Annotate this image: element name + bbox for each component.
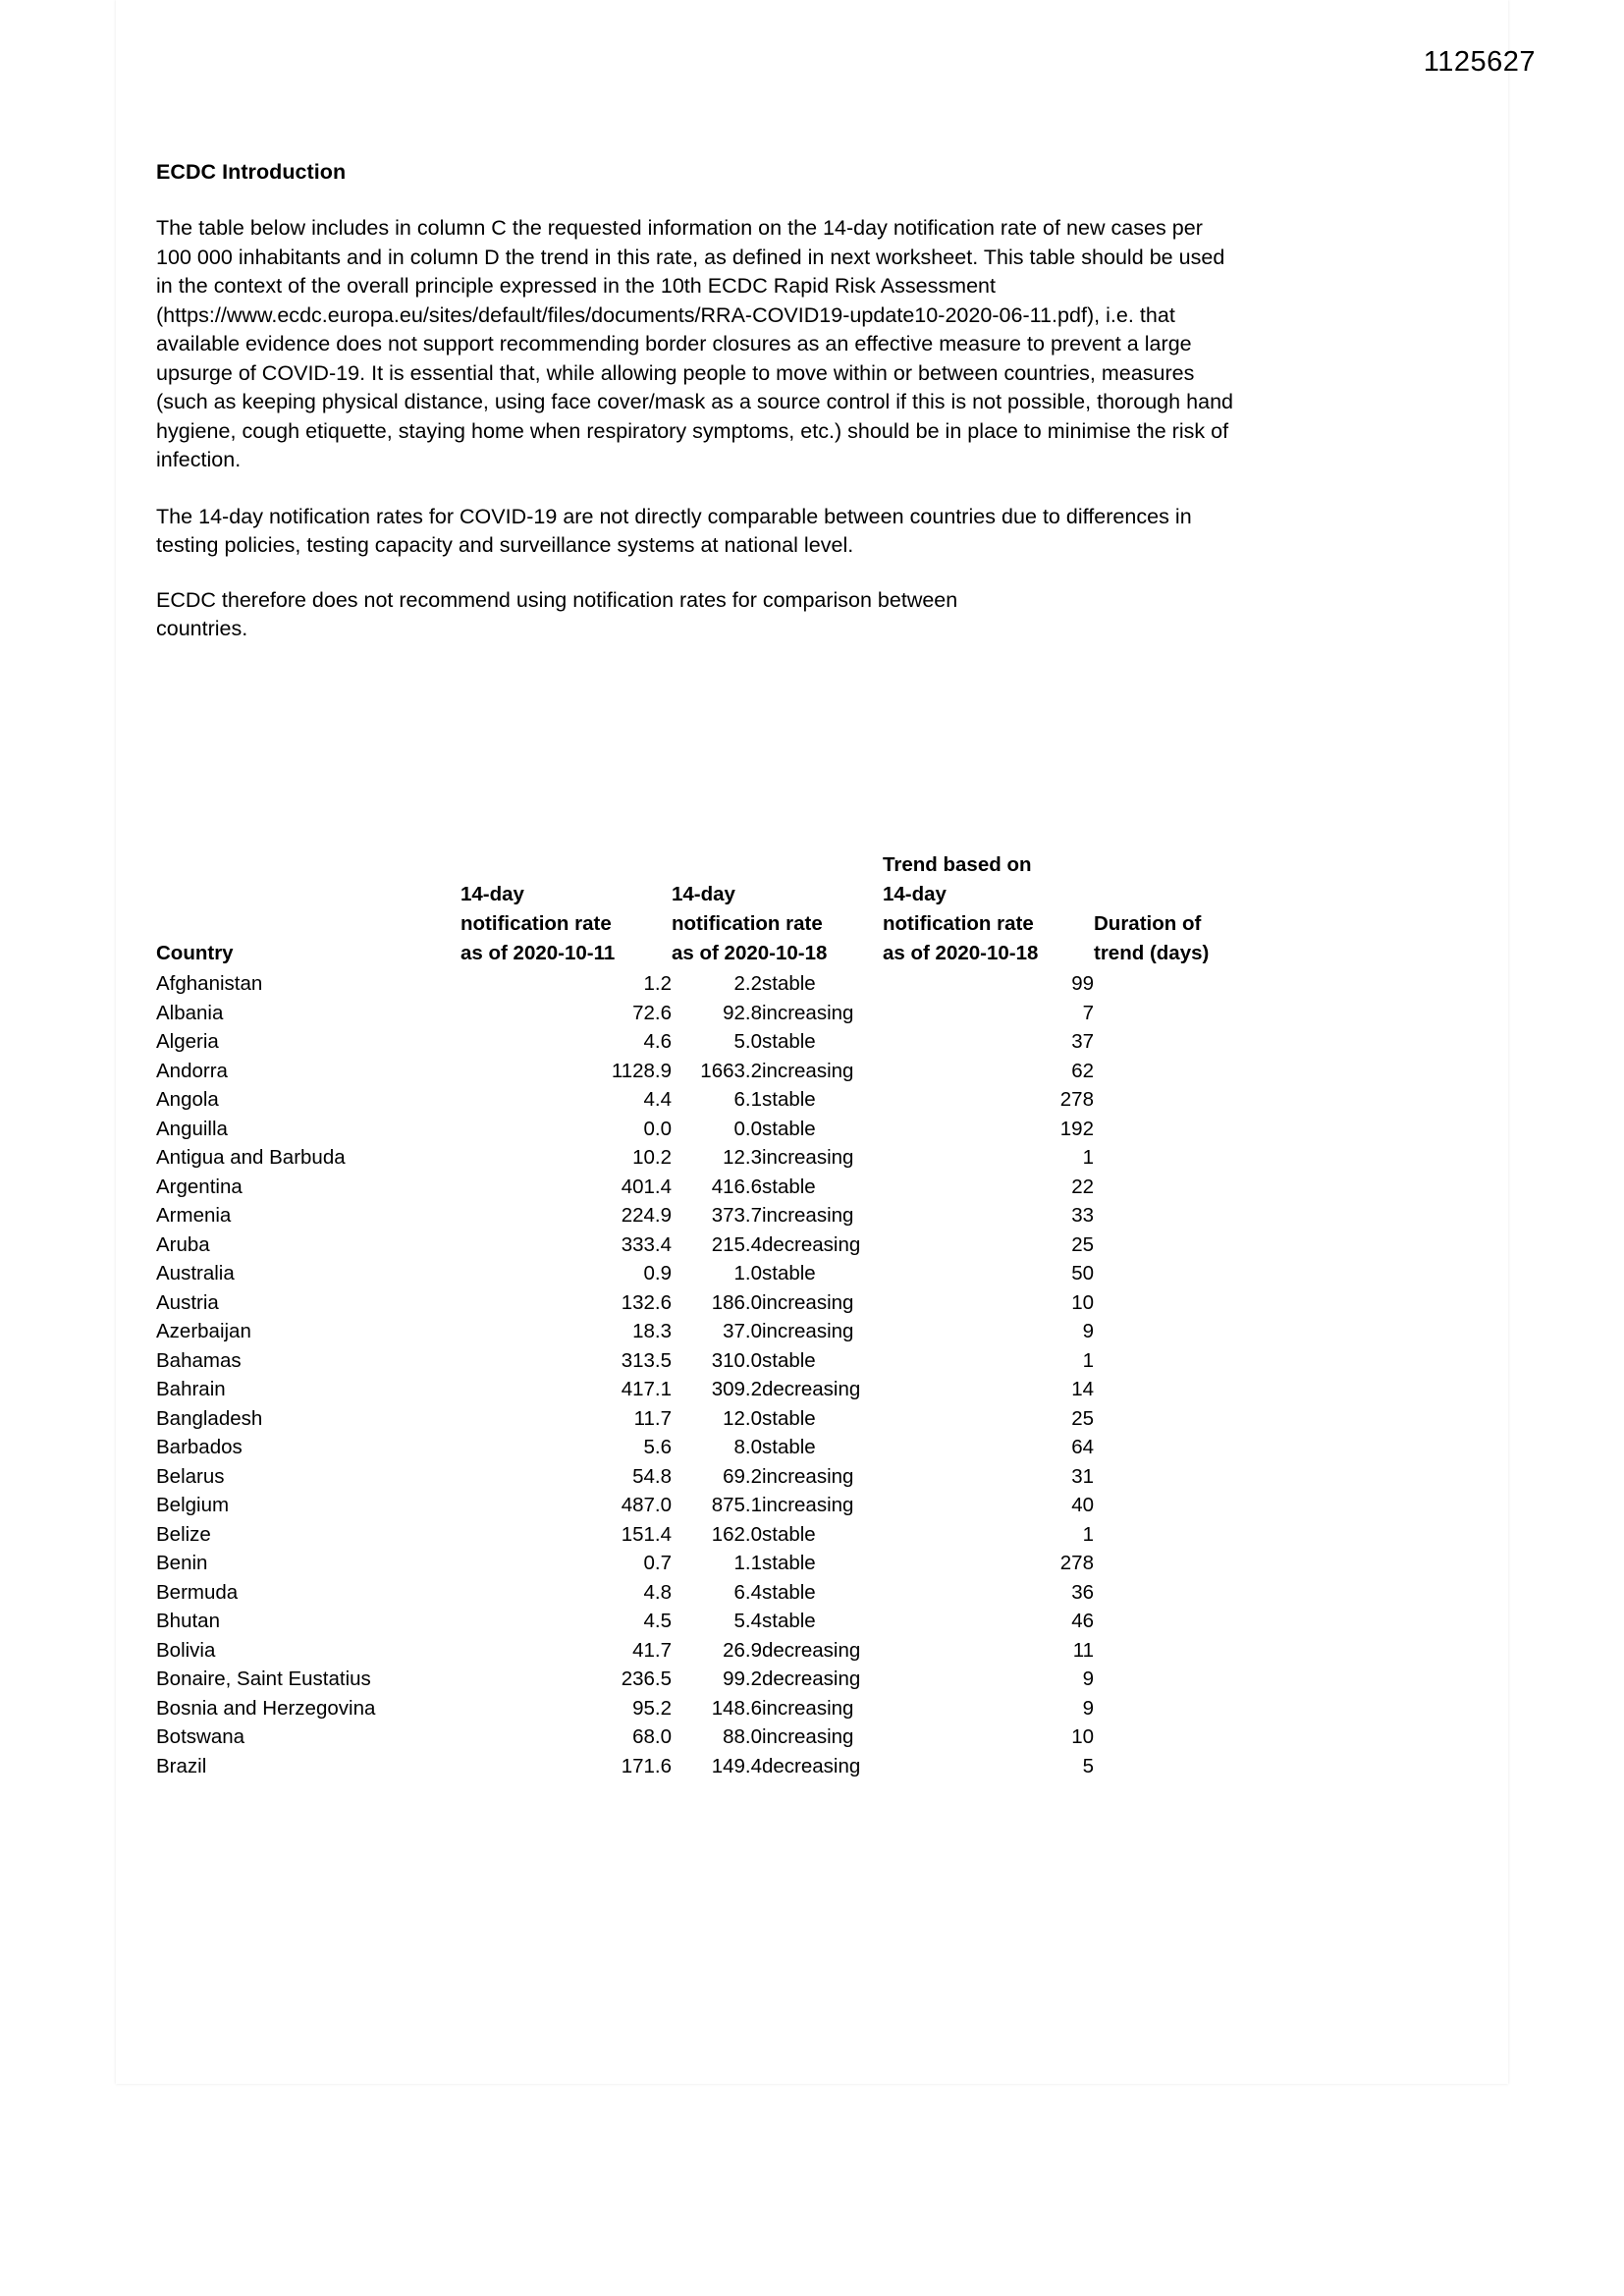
intro-paragraph-1: The table below includes in column C the requested information on the 14-day notification rate of new cases per 100 000 inhabitants and in column D the trend in this rate, as defined in next worksheet. This table should be used in the context of the overall principle expressed in the 10th ECDC Rapid Risk Assessment (https://www.ecdc.europa.eu/sites/default/files/documents/RRA-COVID19-update10-2020-06-11.pdf), i.e. that available evidence does not support recommending border closures as an effective measure to prevent a large upsurge of COVID-19. It is essential that, while allowing people to move within or between countries, measures (such as keeping physical distance, using face cover/mask as a source control if this is not possible, thorough hand hygiene, cough etiquette, staying home when respiratory symptoms, etc.) should be in place to minimise the risk of infection. [156, 216, 1234, 471]
column-header-rate-oct11-line-1: 14-day [460, 883, 524, 905]
cell-country: Armenia [156, 1204, 232, 1227]
cell-country: Bolivia [156, 1638, 216, 1662]
cell-duration: 46 [1071, 1610, 1094, 1632]
table-row [156, 1462, 1236, 1492]
cell-trend-value: stable [762, 1522, 816, 1546]
cell-country: Bosnia and Herzegovina [156, 1696, 376, 1720]
cell-trend-value: increasing [762, 1059, 854, 1082]
cell-duration: 37 [1071, 1030, 1094, 1053]
column-header-rate-oct11 [460, 850, 672, 969]
cell-country: Bhutan [156, 1610, 220, 1632]
cell-rate-oct11: 4.5 [643, 1610, 672, 1632]
cell-rate-oct18-value: 416.6 [711, 1175, 762, 1198]
cell-duration: 11 [1072, 1638, 1094, 1662]
cell-rate-oct11: 417.1 [621, 1378, 672, 1400]
column-header-rate-oct18-line-3: as of 2020-10-18 [672, 942, 828, 964]
column-header-trend [883, 850, 1094, 969]
cell-trend-value: stable [762, 1030, 816, 1053]
intro-paragraph-2: The 14-day notification rates for COVID-19 are not directly comparable between countries due to differences in testing policies, testing capacity and surveillance systems at national level. [156, 504, 1192, 557]
cell-trend-value: increasing [762, 1001, 854, 1024]
table-row [156, 1520, 1236, 1550]
cell-rate-oct18-value: 1.0 [733, 1262, 762, 1285]
cell-rate-oct18 [672, 1549, 883, 1578]
cell-trend-value: stable [762, 1436, 816, 1458]
cell-duration: 25 [1071, 1232, 1094, 1256]
cell-rate-oct18-value: 309.2 [711, 1378, 762, 1400]
cell-trend-value: stable [762, 1610, 816, 1632]
column-header-trend-line-4: as of 2020-10-18 [883, 942, 1039, 964]
cell-duration: 1 [1082, 1522, 1094, 1546]
section-heading: ECDC Introduction [156, 160, 347, 184]
cell-rate-oct18-value: 69.2 [723, 1464, 762, 1488]
table-row [156, 1607, 1236, 1636]
cell-rate-oct11: 487.0 [621, 1494, 672, 1516]
cell-country: Bonaire, Saint Eustatius [156, 1667, 371, 1690]
table-row [156, 1115, 1236, 1144]
table-row [156, 1346, 1236, 1376]
cell-rate-oct18 [672, 1462, 883, 1492]
column-header-trend-line-1: Trend based on [883, 853, 1032, 876]
cell-rate-oct18 [672, 1115, 883, 1144]
cell-duration: 40 [1071, 1494, 1094, 1516]
cell-duration: 278 [1059, 1552, 1094, 1574]
table-row [156, 969, 1236, 999]
table-row [156, 1201, 1236, 1230]
cell-rate-oct11: 0.9 [643, 1262, 672, 1285]
cell-duration: 5 [1082, 1754, 1094, 1777]
table-row [156, 1057, 1236, 1086]
cell-rate-oct18-value: 26.9 [723, 1638, 762, 1662]
cell-rate-oct18 [672, 1433, 883, 1462]
column-header-rate-oct18-line-2: notification rate [672, 912, 823, 935]
cell-rate-oct11: 41.7 [632, 1638, 672, 1662]
cell-country: Belarus [156, 1464, 225, 1488]
cell-country: Brazil [156, 1754, 207, 1777]
cell-duration: 7 [1082, 1001, 1094, 1024]
column-header-rate-oct18 [672, 850, 883, 969]
cell-rate-oct18 [672, 999, 883, 1028]
cell-country: Belgium [156, 1494, 230, 1516]
cell-duration: 36 [1071, 1580, 1094, 1604]
cell-trend-value: decreasing [762, 1232, 861, 1256]
cell-rate-oct18 [672, 1578, 883, 1608]
column-header-country: Country [156, 942, 234, 964]
cell-rate-oct18-value: 148.6 [711, 1696, 762, 1720]
cell-rate-oct18 [672, 1288, 883, 1318]
cell-trend-value: decreasing [762, 1754, 861, 1777]
cell-rate-oct18 [672, 1722, 883, 1752]
cell-rate-oct11: 1128.9 [611, 1059, 672, 1082]
cell-rate-oct11: 0.7 [643, 1552, 672, 1574]
cell-duration: 10 [1071, 1290, 1094, 1314]
cell-rate-oct11: 401.4 [621, 1175, 672, 1198]
cell-country: Bangladesh [156, 1406, 263, 1430]
column-header-duration [1094, 850, 1236, 969]
cell-trend-value: increasing [762, 1290, 854, 1314]
cell-rate-oct11: 18.3 [632, 1320, 672, 1342]
cell-trend-value: stable [762, 972, 816, 995]
cell-trend-value: stable [762, 1552, 816, 1574]
table-row [156, 1665, 1236, 1694]
cell-rate-oct18-value: 149.4 [711, 1754, 762, 1777]
table-body [156, 969, 1236, 1780]
table-row [156, 1578, 1236, 1608]
column-header-rate-oct11-line-3: as of 2020-10-11 [460, 942, 616, 964]
cell-rate-oct18-value: 1663.2 [700, 1059, 762, 1082]
cell-trend-value: increasing [762, 1696, 854, 1720]
cell-duration: 14 [1071, 1378, 1094, 1400]
cell-rate-oct18-value: 6.4 [733, 1580, 762, 1604]
cell-rate-oct18 [672, 1665, 883, 1694]
cell-rate-oct11: 171.6 [621, 1754, 672, 1777]
cell-rate-oct18 [672, 1636, 883, 1666]
cell-rate-oct18-value: 5.4 [733, 1610, 762, 1632]
cell-duration: 9 [1082, 1320, 1094, 1342]
cell-rate-oct18 [672, 1230, 883, 1260]
intro-paragraph-3-line-1: ECDC therefore does not recommend using notification rates for comparison between [156, 587, 958, 612]
cell-rate-oct18-value: 1.1 [733, 1552, 762, 1574]
cell-rate-oct18 [672, 1085, 883, 1115]
table-header [156, 850, 1236, 969]
cell-rate-oct11: 224.9 [621, 1204, 672, 1227]
cell-country: Benin [156, 1552, 208, 1574]
cell-rate-oct18 [672, 1694, 883, 1723]
cell-rate-oct11: 95.2 [632, 1696, 672, 1720]
document-body [156, 157, 1236, 640]
cell-duration: 1 [1082, 1348, 1094, 1372]
document-folio-number: 1125627 [1423, 46, 1536, 78]
cell-country: Andorra [156, 1059, 228, 1082]
intro-paragraph-3-line-2: countries. [156, 617, 248, 640]
cell-duration: 192 [1059, 1117, 1094, 1140]
cell-duration: 99 [1071, 972, 1094, 995]
cell-trend-value: stable [762, 1088, 816, 1111]
cell-country: Anguilla [156, 1117, 228, 1140]
cell-country: Austria [156, 1290, 219, 1314]
cell-rate-oct11: 11.7 [633, 1406, 672, 1430]
table-row [156, 1259, 1236, 1288]
cell-rate-oct18-value: 875.1 [711, 1494, 762, 1516]
cell-trend-value: stable [762, 1117, 816, 1140]
column-header-trend-line-2: 14-day [883, 883, 947, 905]
cell-rate-oct18 [672, 1346, 883, 1376]
cell-country: Azerbaijan [156, 1320, 251, 1342]
table-row [156, 1173, 1236, 1202]
table-row [156, 999, 1236, 1028]
cell-country: Bahamas [156, 1348, 242, 1372]
cell-rate-oct11: 68.0 [632, 1725, 672, 1748]
table-row [156, 1694, 1236, 1723]
table-row [156, 1085, 1236, 1115]
table-row [156, 1722, 1236, 1752]
cell-rate-oct18-value: 99.2 [723, 1667, 762, 1690]
cell-rate-oct11: 333.4 [621, 1232, 672, 1256]
cell-rate-oct18-value: 186.0 [711, 1290, 762, 1314]
cell-rate-oct18 [672, 1752, 883, 1781]
table-row [156, 1375, 1236, 1404]
cell-trend-value: decreasing [762, 1638, 861, 1662]
cell-rate-oct11: 132.6 [621, 1290, 672, 1314]
cell-rate-oct11: 54.8 [632, 1464, 672, 1488]
column-header-duration-line-1: Duration of [1094, 912, 1202, 935]
cell-duration: 22 [1071, 1175, 1094, 1198]
cell-rate-oct18 [672, 1143, 883, 1173]
intro-paragraph-3 [156, 586, 1236, 640]
cell-duration: 9 [1082, 1696, 1094, 1720]
cell-rate-oct11: 5.6 [643, 1436, 672, 1458]
cell-rate-oct18 [672, 1027, 883, 1057]
cell-rate-oct11: 72.6 [632, 1001, 672, 1024]
cell-rate-oct18-value: 215.4 [711, 1232, 762, 1256]
cell-duration: 25 [1071, 1406, 1094, 1430]
cell-country: Botswana [156, 1725, 245, 1748]
cell-duration: 62 [1071, 1059, 1094, 1082]
cell-rate-oct18-value: 92.8 [723, 1001, 762, 1024]
cell-rate-oct11: 0.0 [643, 1117, 672, 1140]
cell-trend-value: stable [762, 1175, 816, 1198]
table-row [156, 1230, 1236, 1260]
cell-rate-oct18 [672, 1520, 883, 1550]
cell-rate-oct11: 10.2 [632, 1146, 672, 1169]
cell-trend-value: increasing [762, 1320, 854, 1342]
table-row [156, 1752, 1236, 1781]
cell-rate-oct11: 151.4 [621, 1522, 672, 1546]
cell-country: Barbados [156, 1436, 243, 1458]
cell-country: Argentina [156, 1175, 243, 1198]
cell-rate-oct11: 1.2 [643, 972, 672, 995]
cell-rate-oct18 [672, 1491, 883, 1520]
cell-trend-value: stable [762, 1406, 816, 1430]
table-header-row [156, 850, 1236, 969]
cell-duration: 1 [1082, 1146, 1094, 1169]
cell-duration: 50 [1071, 1262, 1094, 1285]
cell-rate-oct18-value: 0.0 [733, 1117, 762, 1140]
cell-rate-oct18 [672, 1404, 883, 1434]
cell-rate-oct18-value: 5.0 [733, 1030, 762, 1053]
column-header-rate-oct11-line-2: notification rate [460, 912, 612, 935]
cell-country: Angola [156, 1088, 219, 1111]
cell-duration: 278 [1059, 1088, 1094, 1111]
cell-rate-oct18-value: 2.2 [733, 972, 762, 995]
cell-country: Antigua and Barbuda [156, 1146, 346, 1169]
cell-duration: 64 [1071, 1436, 1094, 1458]
cell-trend-value: increasing [762, 1146, 854, 1169]
cell-rate-oct18-value: 88.0 [723, 1725, 762, 1748]
cell-country: Australia [156, 1262, 235, 1285]
cell-country: Afghanistan [156, 972, 263, 995]
cell-trend-value: increasing [762, 1494, 854, 1516]
cell-trend-value: decreasing [762, 1667, 861, 1690]
cell-duration: 9 [1082, 1667, 1094, 1690]
cell-rate-oct18-value: 12.0 [723, 1406, 762, 1430]
table-row [156, 1143, 1236, 1173]
table-row [156, 1549, 1236, 1578]
cell-duration: 33 [1071, 1204, 1094, 1227]
cell-rate-oct18 [672, 1375, 883, 1404]
cell-rate-oct11: 4.4 [643, 1088, 672, 1111]
cell-rate-oct18-value: 162.0 [711, 1522, 762, 1546]
cell-rate-oct18 [672, 1057, 883, 1086]
cell-rate-oct18-value: 373.7 [711, 1204, 762, 1227]
table-row [156, 1491, 1236, 1520]
table-row [156, 1027, 1236, 1057]
cell-rate-oct18-value: 8.0 [733, 1436, 762, 1458]
cell-rate-oct11: 236.5 [621, 1667, 672, 1690]
table-row [156, 1636, 1236, 1666]
cell-rate-oct18 [672, 969, 883, 999]
cell-rate-oct11: 4.8 [643, 1580, 672, 1604]
cell-duration: 31 [1071, 1464, 1094, 1488]
column-header-duration-line-2: trend (days) [1094, 942, 1210, 964]
notification-rate-table [156, 850, 1236, 1780]
column-header-rate-oct18-line-1: 14-day [672, 883, 735, 905]
cell-trend-value: stable [762, 1580, 816, 1604]
cell-rate-oct18-value: 12.3 [723, 1146, 762, 1169]
cell-rate-oct18 [672, 1607, 883, 1636]
cell-trend-value: increasing [762, 1725, 854, 1748]
cell-country: Belize [156, 1522, 211, 1546]
table-row [156, 1404, 1236, 1434]
cell-rate-oct18-value: 6.1 [733, 1088, 762, 1111]
table-row [156, 1288, 1236, 1318]
cell-trend-value: decreasing [762, 1378, 861, 1400]
cell-duration: 10 [1071, 1725, 1094, 1748]
cell-trend-value: increasing [762, 1204, 854, 1227]
cell-rate-oct18-value: 37.0 [723, 1320, 762, 1342]
cell-rate-oct18 [672, 1259, 883, 1288]
cell-trend-value: stable [762, 1348, 816, 1372]
cell-rate-oct18-value: 310.0 [711, 1348, 762, 1372]
cell-country: Aruba [156, 1232, 210, 1256]
cell-trend-value: stable [762, 1262, 816, 1285]
cell-rate-oct11: 4.6 [643, 1030, 672, 1053]
cell-country: Albania [156, 1001, 224, 1024]
column-header-trend-line-3: notification rate [883, 912, 1034, 935]
cell-rate-oct18 [672, 1173, 883, 1202]
table-row [156, 1433, 1236, 1462]
table-row [156, 1317, 1236, 1346]
cell-country: Bahrain [156, 1378, 226, 1400]
cell-rate-oct18 [672, 1317, 883, 1346]
cell-rate-oct11: 313.5 [621, 1348, 672, 1372]
cell-country: Algeria [156, 1030, 219, 1053]
cell-trend-value: increasing [762, 1464, 854, 1488]
cell-country: Bermuda [156, 1580, 239, 1604]
cell-rate-oct18 [672, 1201, 883, 1230]
